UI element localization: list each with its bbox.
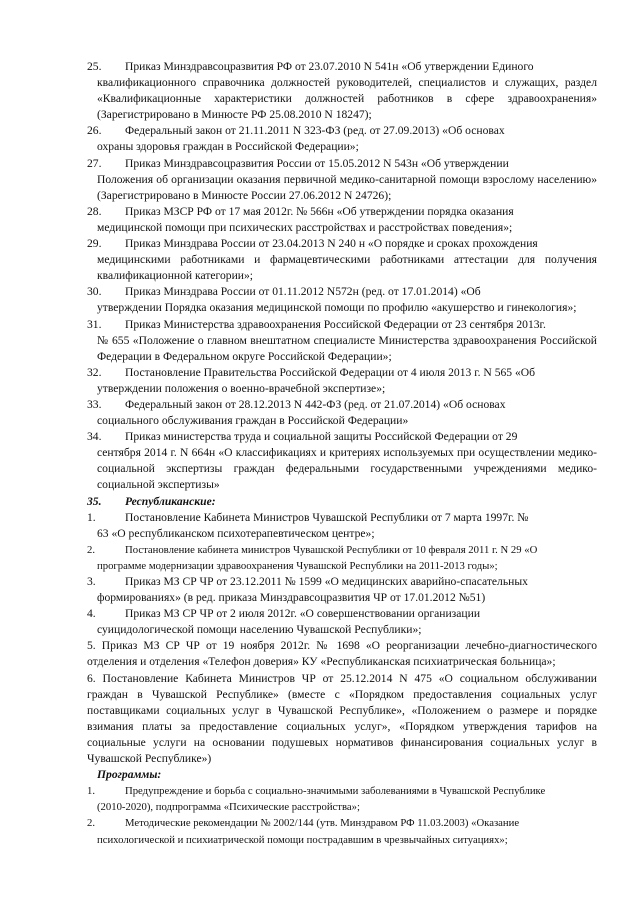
section-programs-label: Программы: [97,768,162,782]
item-continuation: № 655 «Положение о главном внештатном специалисте Министерства здравоохранения Российской Федерации в Федеральном округе Российской Федерации»; [97,333,597,363]
republic-act-5: 5. Приказ МЗ СР ЧР от 19 ноября 2012г. № 1698 «О реорганизации лечебно-диагностического отделения и отделения «Телефон доверия» КУ «Республиканская психиатрическая больница»; [87,639,597,669]
item-continuation: Положения об организации оказания первичной медико-санитарной помощи взрослому населению» (Зарегистрировано в Минюсте России 27.06.2012 N 24726); [97,172,597,202]
item-first-line [87,156,597,172]
item-continuation: формированиях» (в ред. приказа Минздравсоцразвития ЧР от 17.01.2012 №51) [97,591,486,605]
item-number: 30. [87,285,102,299]
item-continuation: программе модернизации здравоохранения Чувашской Республики на 2011-2013 годы»; [97,559,498,572]
item-lead-text: Приказ Минздрава России от 23.04.2013 N 240 н «О порядке и сроках прохождения [125,237,538,251]
republic-act-6: 6. Постановление Кабинета Министров ЧР от 25.12.2014 N 475 «О социальном обслуживании граждан в Чувашской Республике» (вместе с «Порядком предоставления социальных услуг поставщиками социальных услуг в Чувашской Республике», «Положением о размере и порядке взимания платы за предоставление социальных услуг», «Порядком утверждения тарифов на социальные услуги на основании подушевых нормативов финансирования социальных услуг в Чувашской Республике») [87,671,597,766]
item-number: 29. [87,237,102,251]
federal-act-item [87,123,597,155]
item-number: 2. [87,543,96,556]
item-first-line [87,317,597,333]
federal-acts-list [87,59,597,494]
item-number: 3. [87,575,96,588]
federal-act-item [87,317,597,365]
item-continuation: утверждении положения о военно-врачебной экспертизе»; [97,381,386,395]
item-first-line [87,236,597,252]
program-item [87,815,597,847]
item-lead-text: Предупреждение и борьба с социально-значимыми заболеваниями в Чувашской Республике [125,785,546,798]
item-continuation: социального обслуживания граждан в Российской Федерации» [97,414,409,428]
republic-act-item [87,574,597,606]
federal-act-item [87,397,597,429]
item-first-line [87,59,597,75]
item-lead-text: Приказ МЗСР РФ от 17 мая 2012г. № 566н «Об утверждении порядка оказания [125,204,514,218]
item-continuation: (2010-2020), подпрограмма «Психические расстройства»; [97,801,360,814]
section-republic-label: Республиканские: [125,494,216,508]
federal-act-item [87,429,597,493]
item-first-line [87,783,597,799]
item-number: 34. [87,430,102,444]
item-number: 1. [87,785,96,798]
federal-act-item [87,59,597,123]
item-number: 1. [87,510,96,524]
item-number: 2. [87,817,96,830]
item-lead-text: Приказ Минздравсоцразвития РФ от 23.07.2010 N 541н «Об утверждении Единого [125,60,534,73]
item-number: 26. [87,124,102,138]
item-first-line [87,397,597,413]
item-first-line [87,123,597,139]
item-first-line [87,284,597,300]
item-continuation: утверждении Порядка оказания медицинской помощи по профилю «акушерство и гинекология»; [97,301,577,315]
item-lead-text: Федеральный закон от 21.11.2011 N 323-ФЗ (ред. от 27.09.2013) «Об основах [125,124,505,138]
item-first-line [87,429,597,445]
section-republic-heading [87,494,597,510]
item-first-line [87,574,597,590]
item-first-line [87,510,597,526]
item-first-line [87,815,597,831]
item-lead-text: Приказ МЗ СР ЧР от 23.12.2011 № 1599 «О медицинских аварийно-спасательных [125,575,528,588]
item-continuation: охраны здоровья граждан в Российской Федерации»; [97,140,359,154]
item-first-line [87,204,597,220]
item-lead-text: Постановление Кабинета Министров Чувашской Республики от 7 марта 1997г. № [125,510,529,524]
item-first-line [87,606,597,622]
item-number: 33. [87,397,102,411]
item-lead-text: Приказ Министерства здравоохранения Российской Федерации от 23 сентября 2013г. [125,317,546,331]
section-republic-number: 35. [87,494,102,508]
document-page [87,59,597,848]
item-continuation: медицинскими работниками и фармацевтическими работниками аттестации для получения квалификационной категории»; [97,253,597,283]
item-lead-text: Федеральный закон от 28.12.2013 N 442-ФЗ (ред. от 21.07.2014) «Об основах [125,397,506,411]
federal-act-item [87,204,597,236]
item-continuation: суицидологической помощи населению Чувашской Республики»; [97,623,422,637]
item-lead-text: Приказ Минздрава России от 01.11.2012 N572н (ред. от 17.01.2014) «Об [125,285,481,299]
item-lead-text: Приказ Минздравсоцразвития России от 15.05.2012 N 543н «Об утверждении [125,156,509,170]
program-item [87,783,597,815]
item-lead-text: Постановление кабинета министров Чувашской Республики от 10 февраля 2011 г. N 29 «О [125,543,538,556]
item-continuation: 63 «О республиканском психотерапевтическом центре»; [97,526,375,540]
item-lead-text: Постановление Правительства Российской Федерации от 4 июля 2013 г. N 565 «Об [125,365,536,379]
item-number: 25. [87,60,102,73]
republic-act-item [87,542,597,574]
item-continuation: сентября 2014 г. N 664н «О классификациях и критериях используемых при осуществлении медико-социальной экспертизы граждан федеральными государственными учреждениями медико-социальной экспертизы» [97,446,597,492]
republic-act-item [87,606,597,638]
item-lead-text: Приказ МЗ СР ЧР от 2 июля 2012г. «О совершенствовании организации [125,607,481,621]
item-continuation: медицинской помощи при психических расстройствах и расстройствах поведения»; [97,220,513,234]
item-number: 28. [87,204,102,218]
item-number: 31. [87,317,102,331]
item-number: 4. [87,607,96,621]
item-lead-text: Приказ министерства труда и социальной защиты Российской Федерации от 29 [125,430,518,444]
republic-act-item [87,510,597,542]
item-first-line [87,365,597,381]
item-continuation: психологической и психиатрической помощи пострадавшим в чрезвычайных ситуациях»; [97,833,508,846]
republic-acts-list [87,510,597,639]
item-number: 27. [87,156,102,170]
item-lead-text: Методические рекомендации № 2002/144 (утв. Минздравом РФ 11.03.2003) «Оказание [125,817,520,830]
federal-act-item [87,284,597,316]
programs-list [87,783,597,847]
federal-act-item [87,236,597,284]
item-first-line [87,542,597,558]
item-number: 32. [87,365,102,379]
federal-act-item [87,156,597,204]
section-programs-heading [87,767,597,783]
federal-act-item [87,365,597,397]
item-continuation: квалификационного справочника должностей руководителей, специалистов и служащих, раздел «Квалификационные характеристики должностей работников в сфере здравоохранения» (Зарегистрировано в Минюсте РФ 25.08.2010 N 18247); [97,76,597,122]
